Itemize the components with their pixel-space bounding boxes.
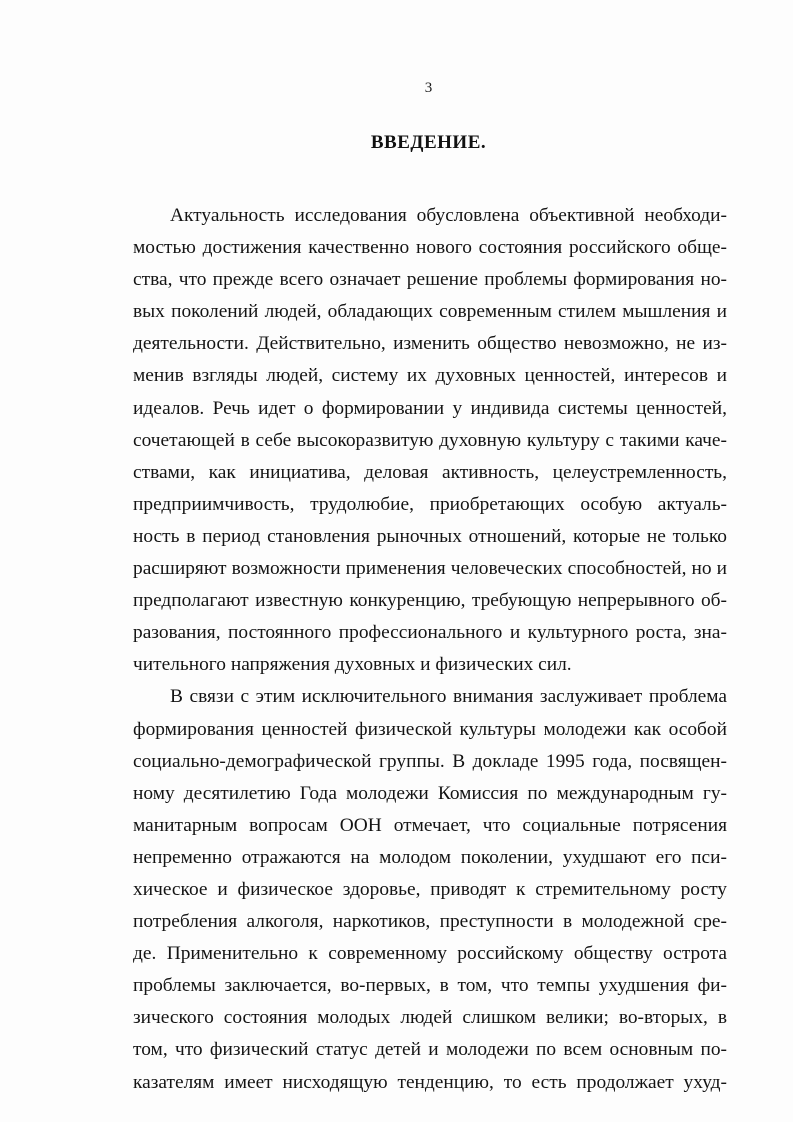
section-heading: ВВЕДЕНИЕ. xyxy=(370,132,487,153)
text-line: зического состояния молодых людей слишком велики; во-вторых, в xyxy=(133,1007,727,1029)
text-line: ность в период становления рыночных отношений, которые не только xyxy=(133,525,727,547)
text-line: В связи с этим исключительного внимания заслуживает проблема xyxy=(170,686,727,708)
text-line: вых поколений людей, обладающих современным стилем мышления и xyxy=(133,301,727,323)
text-line: мостью достижения качественно нового состояния российского обще- xyxy=(133,237,727,259)
text-line: чительного напряжения духовных и физических сил. xyxy=(133,654,572,676)
text-line: Актуальность исследования обусловлена объективной необходи- xyxy=(170,205,727,226)
text-line: ства, что прежде всего означает решение проблемы формирования но- xyxy=(133,269,727,291)
text-line: предполагают известную конкуренцию, требующую непрерывного об- xyxy=(133,590,727,612)
page-number: 3 xyxy=(424,80,433,96)
text-line: деятельности. Действительно, изменить общество невозможно, не из- xyxy=(133,333,727,355)
text-line: том, что физический статус детей и молодежи по всем основным по- xyxy=(133,1039,727,1061)
text-line: идеалов. Речь идет о формировании у индивида системы ценностей, xyxy=(133,397,727,419)
text-line: ствами, как инициатива, деловая активность, целеустремленность, xyxy=(133,461,727,483)
text-line: казателям имеет нисходящую тенденцию, то есть продолжает ухуд- xyxy=(133,1071,727,1093)
text-line: менив взгляды людей, систему их духовных ценностей, интересов и xyxy=(133,365,727,387)
text-line: хическое и физическое здоровье, приводят к стремительному росту xyxy=(133,878,727,900)
text-line: ному десятилетию Года молодежи Комиссия по международным гу- xyxy=(133,782,727,804)
text-line: де. Применительно к современному российскому обществу острота xyxy=(133,943,727,965)
text-line: сочетающей в себе высокоразвитую духовную культуру с такими каче- xyxy=(133,429,727,451)
text-line: непременно отражаются на молодом поколении, ухудшают его пси- xyxy=(133,846,727,868)
body-text xyxy=(133,200,727,1099)
text-line: проблемы заключается, во-первых, в том, что темпы ухудшения фи- xyxy=(133,975,727,997)
text-line: расширяют возможности применения человеческих способностей, но и xyxy=(133,558,727,580)
text-line: манитарным вопросам ООН отмечает, что социальные потрясения xyxy=(133,814,727,836)
text-line: социально-демографической группы. В докладе 1995 года, посвящен- xyxy=(133,750,727,772)
text-line: формирования ценностей физической культуры молодежи как особой xyxy=(133,718,727,740)
text-line: потребления алкоголя, наркотиков, преступности в молодежной сре- xyxy=(133,911,727,933)
text-line: разования, постоянного профессионального и культурного роста, зна- xyxy=(133,622,727,644)
text-line: предприимчивость, трудолюбие, приобретающих особую актуаль- xyxy=(133,493,727,515)
